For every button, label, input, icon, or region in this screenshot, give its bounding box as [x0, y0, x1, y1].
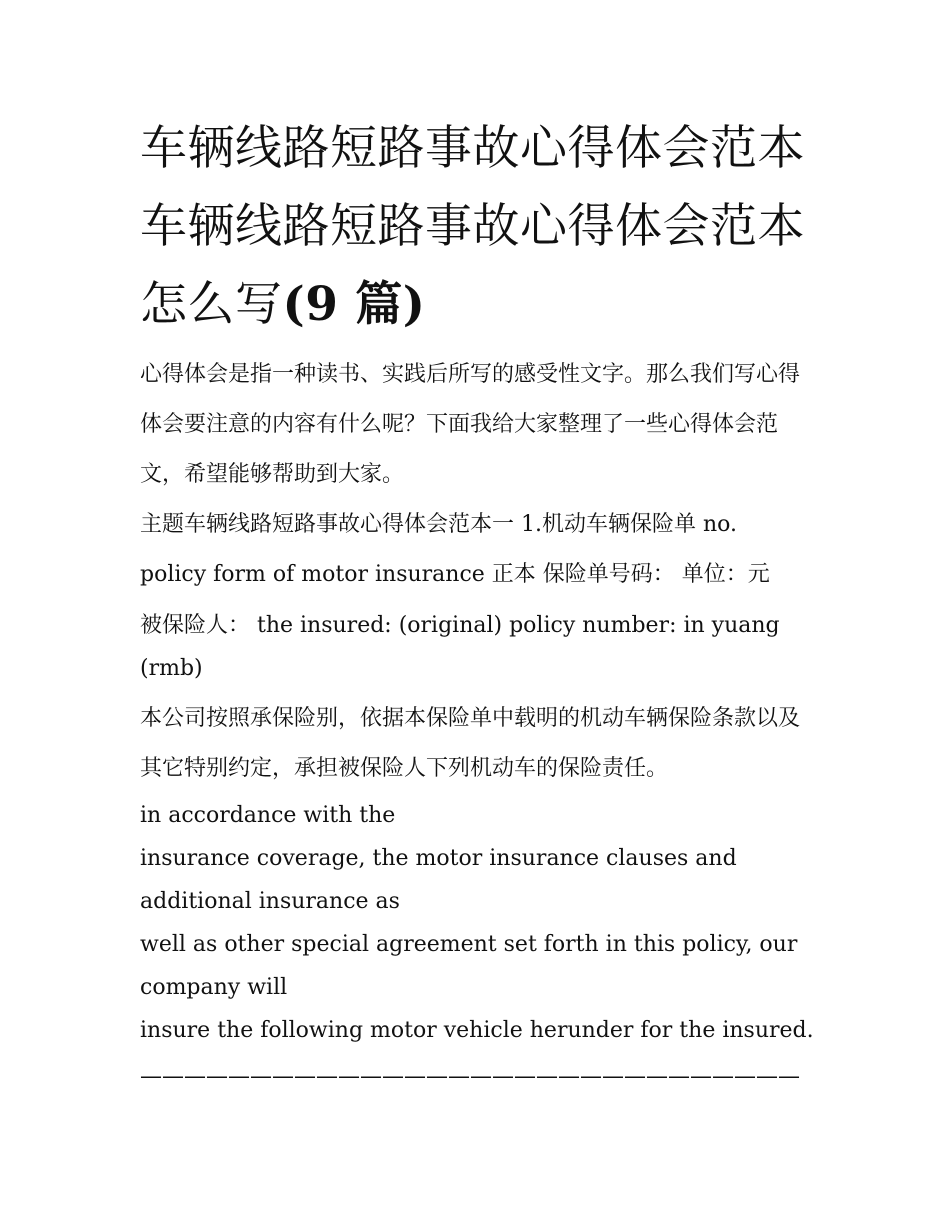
clause-paragraph-en-3: well as other special agreement set forth in this policy, our company will	[140, 932, 798, 1000]
section-heading-line: 主题车辆线路短路事故心得体会范本一 1.机动车辆保险单 no.	[140, 512, 737, 537]
document-page	[140, 110, 820, 1102]
clause-paragraph-cn: 本公司按照承保险别，依据本保险单中载明的机动车辆保险条款以及其它特别约定，承担被保险人下列机动车的保险责任。	[140, 706, 801, 781]
separator-line: ——————————————————————————————	[140, 1064, 800, 1089]
insured-line: 被保险人： the insured: (original) policy number: in yuang (rmb)	[140, 613, 780, 681]
title-main: 车辆线路短路事故心得体会范本 车辆线路短路事故心得体会范本怎么写	[140, 121, 805, 332]
intro-paragraph: 心得体会是指一种读书、实践后所写的感受性文字。那么我们写心得体会要注意的内容有什么呢？下面我给大家整理了一些心得体会范文，希望能够帮助到大家。	[140, 362, 801, 487]
clause-paragraph-en-2: insurance coverage, the motor insurance clauses and additional insurance as	[140, 846, 737, 914]
title-count: (9 篇)	[282, 277, 426, 332]
document-title	[140, 110, 820, 344]
clause-paragraph-en-1: in accordance with the	[140, 803, 396, 828]
policy-form-line: policy form of motor insurance 正本 保险单号码： 单位：元	[140, 562, 770, 587]
clause-paragraph-en-4: insure the following motor vehicle herunder for the insured.	[140, 1018, 814, 1043]
